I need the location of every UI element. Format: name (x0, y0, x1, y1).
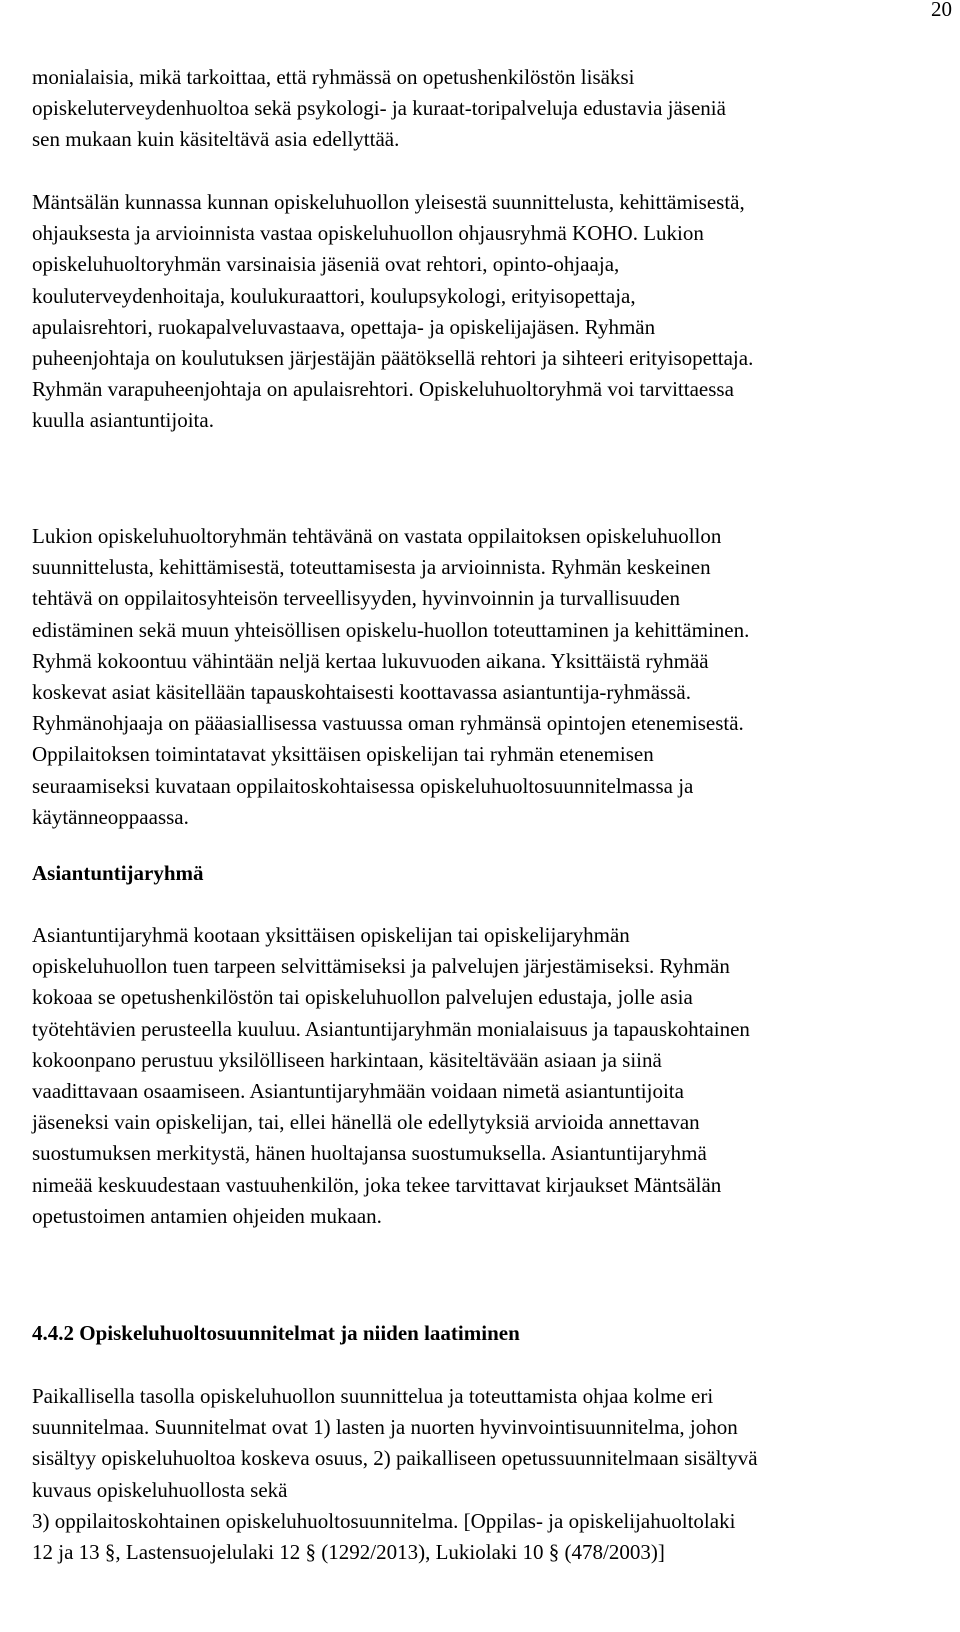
text-line: suunnitelmaa. Suunnitelmat ovat 1) lasten ja nuorten hyvinvointisuunnitelma, johon (32, 1415, 738, 1440)
text-line: 12 ja 13 §, Lastensuojelulaki 12 § (1292/2013), Lukiolaki 10 § (478/2003)] (32, 1540, 665, 1565)
paragraph-3 (32, 521, 960, 833)
text-line: apulaisrehtori, ruokapalveluvastaava, opettaja- ja opiskelijajäsen. Ryhmän (32, 314, 656, 339)
text-line: Paikallisella tasolla opiskeluhuollon suunnittelua ja toteuttamista ohjaa kolme eri (32, 1384, 714, 1408)
text-line: koskevat asiat käsitellään tapauskohtaisesti koottavassa asiantuntija-ryhmässä. (32, 680, 691, 705)
text-line: nimeää keskuudestaan vastuuhenkilön, joka tekee tarvittavat kirjaukset Mäntsälän (32, 1172, 722, 1197)
text-line: vaadittavaan osaamiseen. Asiantuntijaryhmään voidaan nimetä asiantuntijoita (32, 1079, 684, 1104)
text-line: tehtävä on oppilaitosyhteisön terveellisyyden, hyvinvoinnin ja turvallisuuden (32, 586, 680, 611)
text-line: Lukion opiskeluhuoltoryhmän tehtävänä on vastata oppilaitoksen opiskeluhuollon (32, 524, 722, 548)
text-line: opiskeluhuollon tuen tarpeen selvittämiseksi ja palvelujen järjestämiseksi. Ryhmän (32, 954, 730, 979)
text-line: Mäntsälän kunnassa kunnan opiskeluhuollon yleisestä suunnittelusta, kehittämisestä, (32, 190, 745, 214)
text-line: monialaisia, mikä tarkoittaa, että ryhmässä on opetushenkilöstön lisäksi (32, 65, 635, 89)
text-line: suunnittelusta, kehittämisestä, toteuttamisesta ja arvioinnista. Ryhmän keskeinen (32, 555, 711, 580)
text-line: seuraamiseksi kuvataan oppilaitoskohtaisessa opiskeluhuoltosuunnitelmassa ja (32, 773, 694, 798)
text-line: suostumuksen merkitystä, hänen huoltajansa suostumuksella. Asiantuntijaryhmä (32, 1141, 707, 1166)
text-line: käytänneoppaassa. (32, 804, 189, 829)
heading-asiantuntijaryhma: Asiantuntijaryhmä (32, 861, 204, 885)
text-line: kuvaus opiskeluhuollosta sekä (32, 1477, 288, 1502)
text-line: opetustoimen antamien ohjeiden mukaan. (32, 1203, 382, 1228)
text-line: Ryhmänohjaaja on pääasiallisessa vastuussa oman ryhmänsä opintojen etenemisestä. (32, 711, 744, 736)
paragraph-1 (32, 62, 960, 156)
text-line: opiskeluterveydenhuoltoa sekä psykologi- ja kuraat-toripalveluja edustavia jäseniä (32, 96, 726, 121)
paragraph-4 (32, 920, 960, 1232)
text-line: Oppilaitoksen toimintatavat yksittäisen opiskelijan tai ryhmän etenemisen (32, 742, 654, 767)
paragraph-2 (32, 187, 960, 437)
text-line: sen mukaan kuin käsiteltävä asia edellyttää. (32, 127, 400, 152)
text-line: kouluterveydenhoitaja, koulukuraattori, koulupsykologi, erityisopettaja, (32, 283, 636, 308)
text-line: jäseneksi vain opiskelijan, tai, ellei hänellä ole edellytyksiä arvioida annettavan (32, 1110, 700, 1135)
text-line: Ryhmän varapuheenjohtaja on apulaisrehtori. Opiskeluhuoltoryhmä voi tarvittaessa (32, 377, 734, 402)
paragraph-5 (32, 1381, 960, 1568)
page-number: 20 (931, 0, 952, 21)
heading-section-4-4-2: 4.4.2 Opiskeluhuoltosuunnitelmat ja niiden laatiminen (32, 1321, 520, 1345)
text-line: kokoonpano perustuu yksilölliseen harkintaan, käsiteltävään asiaan ja siinä (32, 1047, 662, 1072)
text-line: kokoaa se opetushenkilöstön tai opiskeluhuollon palvelujen edustaja, jolle asia (32, 985, 693, 1010)
text-line: puheenjohtaja on koulutuksen järjestäjän päätöksellä rehtori ja sihteeri erityisopettaja. (32, 346, 754, 371)
text-line: ohjauksesta ja arvioinnista vastaa opiskeluhuollon ohjausryhmä KOHO. Lukion (32, 221, 704, 246)
text-line: työtehtävien perusteella kuuluu. Asiantuntijaryhmän monialaisuus ja tapauskohtainen (32, 1016, 750, 1041)
text-line: Ryhmä kokoontuu vähintään neljä kertaa lukuvuoden aikana. Yksittäistä ryhmää (32, 648, 709, 673)
text-line: edistäminen sekä muun yhteisöllisen opiskelu-huollon toteuttaminen ja kehittäminen. (32, 617, 750, 642)
text-line: kuulla asiantuntijoita. (32, 408, 214, 433)
text-line: sisältyy opiskeluhuoltoa koskeva osuus, 2) paikalliseen opetussuunnitelmaan sisältyvä (32, 1446, 758, 1471)
text-line: 3) oppilaitoskohtainen opiskeluhuoltosuunnitelma. [Oppilas- ja opiskelijahuoltolaki (32, 1508, 736, 1533)
text-line: Asiantuntijaryhmä kootaan yksittäisen opiskelijan tai opiskelijaryhmän (32, 923, 630, 947)
text-line: opiskeluhuoltoryhmän varsinaisia jäseniä ovat rehtori, opinto-ohjaaja, (32, 252, 620, 277)
